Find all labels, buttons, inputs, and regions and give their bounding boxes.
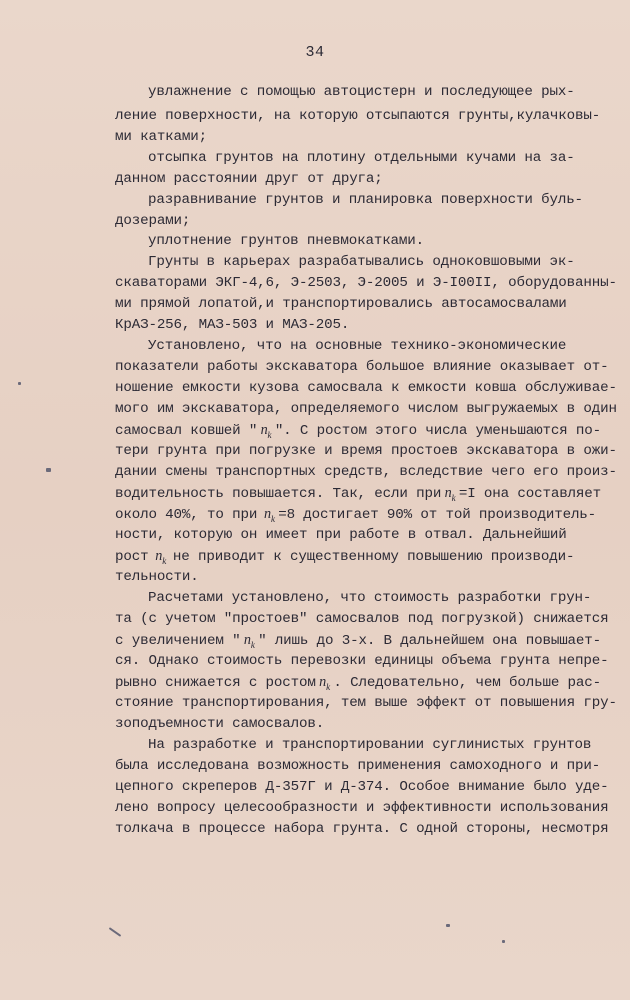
text-line: ми катками; — [115, 129, 208, 145]
text-line: отсыпка грунтов на плотину отдельными кучами на за- — [148, 150, 575, 166]
text-line: стояние транспортирования, тем выше эффект от повышения гру- — [115, 695, 617, 711]
text-line: была исследована возможность применения самоходного и при- — [115, 758, 601, 774]
text-line: увлажнение с помощью автоцистерн и последующее рых- — [148, 84, 575, 100]
text-line: мого им экскаватора, определяемого числом выгружаемых в один — [115, 401, 617, 417]
text-line: данном расстоянии друг от друга; — [115, 171, 383, 187]
nk-symbol: $n_k$ — [243, 632, 255, 650]
text-line: толкача в процессе набора грунта. С одной стороны, несмотря — [115, 821, 609, 837]
nk-symbol: $n_k$ — [444, 485, 456, 503]
text-line: тери грунта при погрузке и время простоев экскаватора в ожи- — [115, 443, 617, 459]
nk-symbol: $n_k$ — [263, 506, 275, 524]
text-line: ности, которую он имеет при работе в отвал. Дальнейший — [115, 527, 567, 543]
text-line: дозерами; — [115, 213, 191, 229]
nk-symbol: $n_k$ — [155, 548, 167, 566]
text-line: цепного скреперов Д-357Г и Д-374. Особое внимание было уде- — [115, 779, 609, 795]
text-line: Установлено, что на основные технико-экономические — [148, 338, 567, 354]
text-line: с увеличением " $n_k$ " лишь до 3-х. В дальнейшем она повышает- — [115, 632, 602, 650]
page-number: 34 — [305, 44, 325, 61]
text-line: дании смены транспортных средств, вследствие чего его произ- — [115, 464, 617, 480]
paper-speck — [502, 940, 505, 943]
text-line: тельности. — [115, 569, 199, 585]
paper-speck — [109, 927, 122, 937]
text-line: КрАЗ-256, МАЗ-503 и МАЗ-205. — [115, 317, 350, 333]
text-line: самосвал ковшей " $n_k$ ". С ростом этого числа уменьшаются по- — [115, 422, 602, 440]
text-line: уплотнение грунтов пневмокатками. — [148, 233, 425, 249]
nk-symbol: $n_k$ — [319, 674, 330, 692]
paper-speck — [18, 382, 21, 385]
nk-symbol: $n_k$ — [260, 422, 272, 440]
text-line: зоподъемности самосвалов. — [115, 716, 325, 732]
text-line: скаваторами ЭКГ-4,6, Э-2503, Э-2005 и Э-I00II, оборудованны- — [115, 275, 617, 291]
text-line: Расчетами установлено, что стоимость разработки грун- — [148, 590, 592, 606]
paper-speck — [446, 924, 450, 927]
text-line: ление поверхности, на которую отсыпаются грунты,кулачковы- — [115, 108, 601, 124]
text-line: ми прямой лопатой,и транспортировались автосамосвалами — [115, 296, 567, 312]
text-line: показатели работы экскаватора большое влияние оказывает от- — [115, 359, 609, 375]
text-line: лено вопросу целесообразности и эффективности использования — [115, 800, 609, 816]
text-line: та (с учетом "простоев" самосвалов под погрузкой) снижается — [115, 611, 609, 627]
text-line: разравнивание грунтов и планировка поверхности буль- — [148, 192, 583, 208]
text-line: рывно снижается с ростом $n_k$ . Следовательно, чем больше рас- — [115, 674, 602, 692]
text-line: рост $n_k$ не приводит к существенному повышению производи- — [115, 548, 575, 566]
text-line: Грунты в карьерах разрабатывались одноковшовыми эк- — [148, 254, 575, 270]
text-line: около 40%, то при $n_k =8$ достигает 90% от той производитель- — [115, 506, 597, 524]
text-line: ношение емкости кузова самосвала к емкости ковша обслуживае- — [115, 380, 617, 396]
text-line: На разработке и транспортировании суглинистых грунтов — [148, 737, 592, 753]
text-line: водительность повышается. Так, если при $n_k =I$ она составляет — [115, 485, 602, 503]
text-line: ся. Однако стоимость перевозки единицы объема грунта непре- — [115, 653, 609, 669]
paper-speck — [46, 468, 51, 472]
